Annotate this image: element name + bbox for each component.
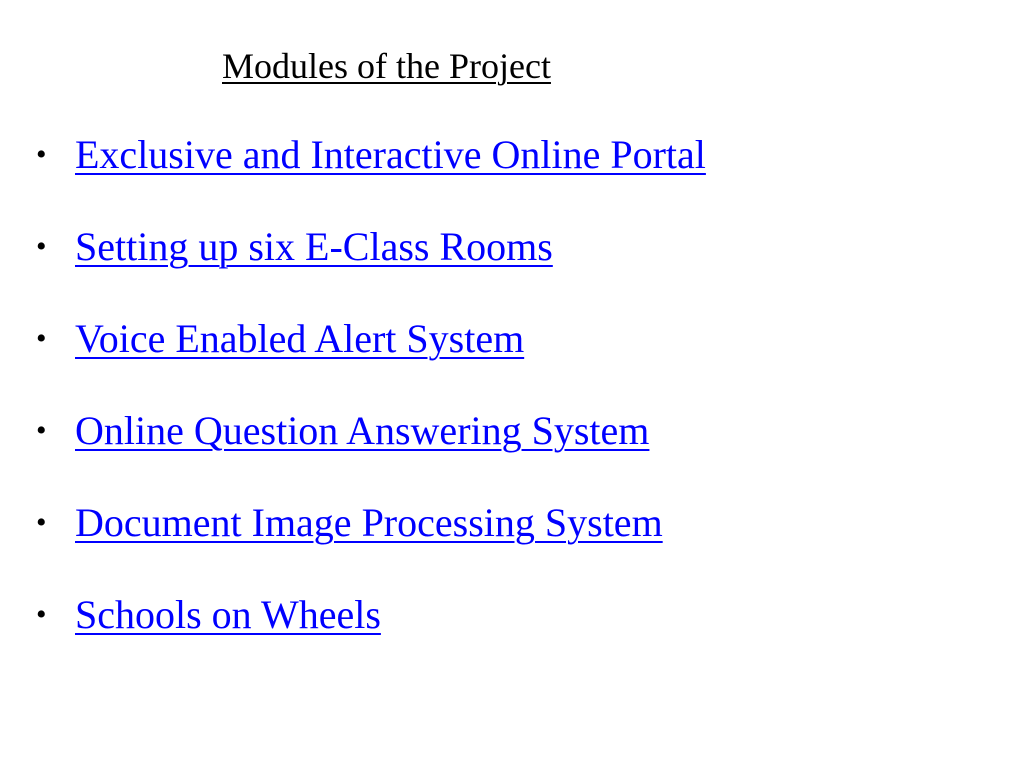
- module-link-document-image-processing[interactable]: Document Image Processing System: [75, 500, 663, 545]
- bullet-icon: •: [36, 322, 47, 355]
- module-link-online-portal[interactable]: Exclusive and Interactive Online Portal: [75, 132, 706, 177]
- module-link-e-class-rooms[interactable]: Setting up six E-Class Rooms: [75, 224, 553, 269]
- bullet-icon: •: [36, 414, 47, 447]
- bullet-icon: •: [36, 230, 47, 263]
- bullet-icon: •: [36, 138, 47, 171]
- bullet-icon: •: [36, 506, 47, 539]
- bullet-icon: •: [36, 598, 47, 631]
- module-link-voice-alert-system[interactable]: Voice Enabled Alert System: [75, 316, 525, 361]
- slide-title: Modules of the Project: [222, 46, 551, 86]
- module-link-schools-on-wheels[interactable]: Schools on Wheels: [75, 592, 381, 637]
- module-link-question-answering[interactable]: Online Question Answering System: [75, 408, 650, 453]
